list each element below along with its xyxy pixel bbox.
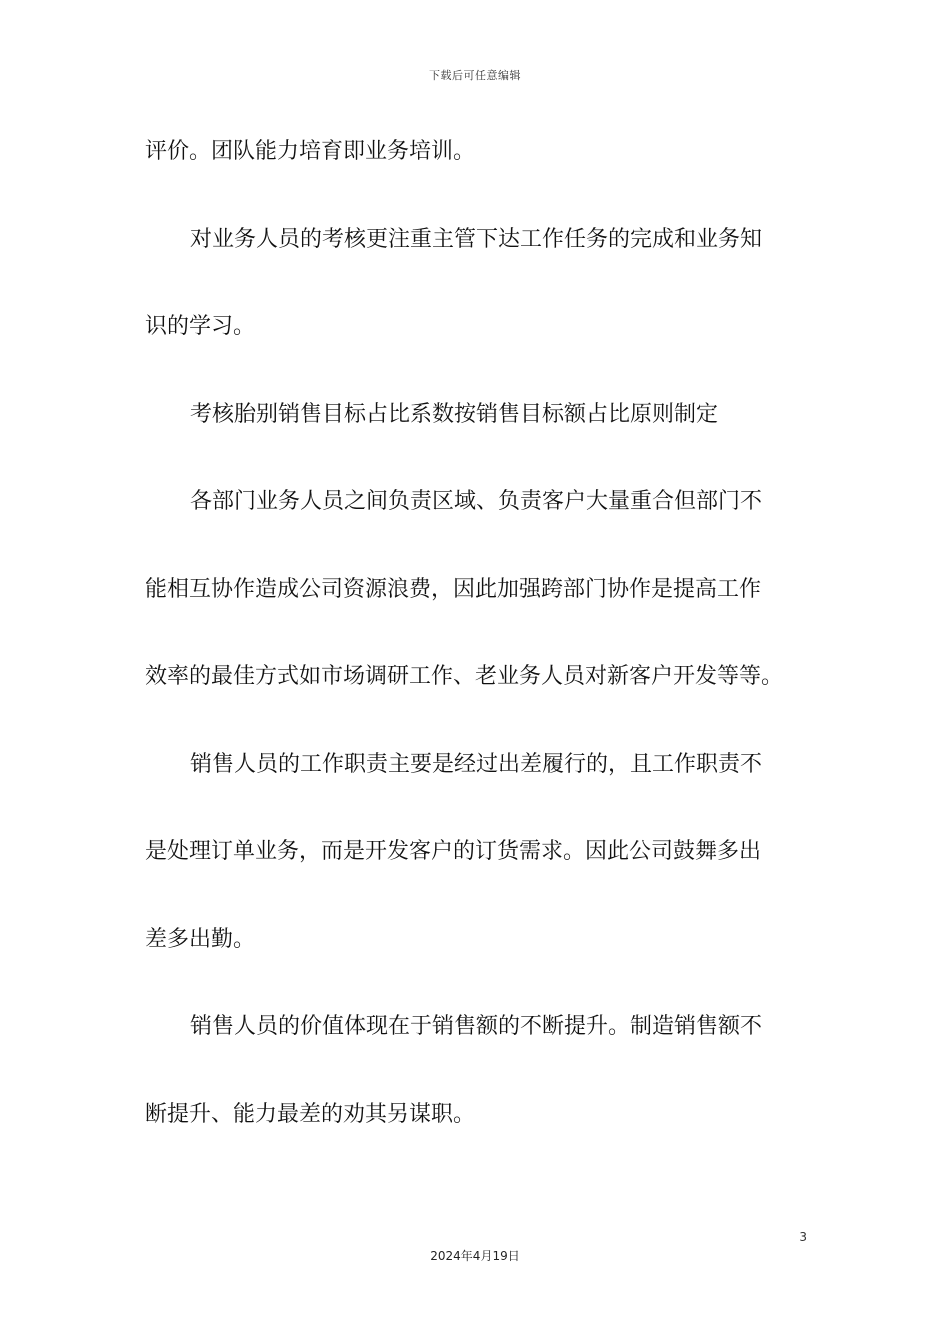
body-line: 各部门业务人员之间负责区域、负责客户大量重合但部门不	[190, 489, 763, 514]
body-line: 销售人员的工作职责主要是经过出差履行的，且工作职责不	[190, 751, 763, 777]
body-line: 考核胎别销售目标占比系数按销售目标额占比原则制定	[190, 401, 719, 427]
page-number: 3	[799, 1230, 807, 1244]
body-line: 能相互协作造成公司资源浪费，因此加强跨部门协作是提高工作	[145, 576, 762, 602]
footer-date: 2024年4月19日	[430, 1249, 520, 1263]
body-line: 断提升、能力最差的劝其另谋职。	[145, 1101, 476, 1127]
body-line: 对业务人员的考核更注重主管下达工作任务的完成和业务知	[190, 226, 763, 252]
body-line: 识的学习。	[145, 314, 256, 339]
body-line: 差多出勤。	[145, 926, 256, 952]
page-header: 下载后可任意编辑	[429, 69, 521, 82]
body-line: 评价。团队能力培育即业务培训。	[145, 139, 476, 164]
body-line: 效率的最佳方式如市场调研工作、老业务人员对新客户开发等等。	[145, 664, 784, 689]
body-line: 是处理订单业务，而是开发客户的订货需求。因此公司鼓舞多出	[145, 839, 762, 864]
body-text	[145, 128, 805, 1178]
body-line: 销售人员的价值体现在于销售额的不断提升。制造销售额不	[190, 1014, 763, 1039]
